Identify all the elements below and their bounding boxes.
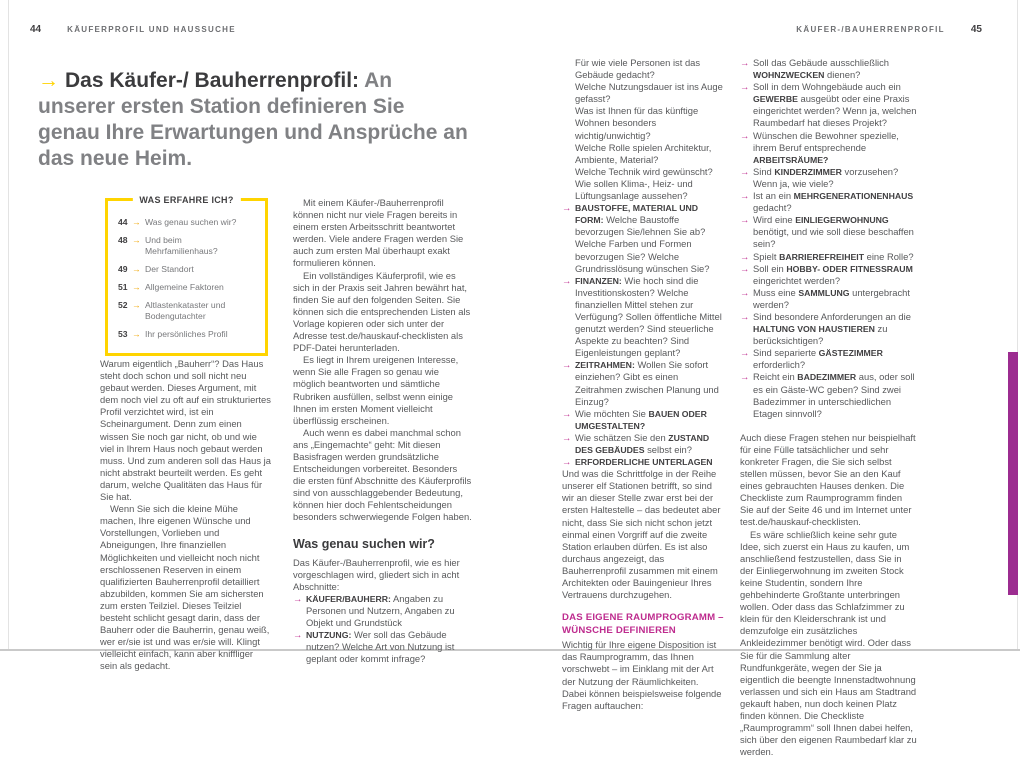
list-item-text: Ist an ein MEHRGENERATIONENHAUS gedacht? [753,190,914,214]
arrow-icon: → [740,250,750,262]
arrow-icon: → [293,629,303,641]
list-item [740,371,917,419]
list-item-text: Wünschen die Bewohner spezielle, ihrem Beruf entsprechende ARBEITSRÄUME? [753,129,899,165]
page44-column1 [100,358,272,672]
list-item-text: Welche Rolle spielen Architektur, Ambiente, Material? [575,141,712,165]
subsection-heading: DAS EIGENE RAUMPROGRAMM – WÜNSCHE DEFINIEREN [562,612,724,636]
list-item [740,57,917,81]
running-head-left [30,24,236,35]
arrow-icon: → [562,407,572,419]
arrow-icon: → [562,456,572,468]
info-box-item [118,235,255,257]
arrow-icon: → [740,190,750,202]
list-item [740,287,917,311]
arrow-icon: → [740,129,750,141]
list-item [562,105,725,141]
list-item [562,456,725,468]
paragraph: Warum eigentlich „Bauherr“? Das Haus steht doch schon und soll nicht neu gebaut werden. Dieses Argument, mit dem noch viel zu oft auf ein strukturiertes Profil verzichtet wird, ist ein Scheinargument. Denn zum einen wissen Sie noch gar nicht, ob und wie viel in Ihrem Haus noch gebaut werden muss. Und zum anderen soll das Haus ja nicht abstrakt beurteilt werden. Es geht darum, welche Qualitäten das Haus für Sie hat. [100,358,271,503]
arrow-icon: → [132,329,141,339]
arrow-icon: → [740,262,750,274]
info-box-item [118,282,255,293]
arrow-icon: → [562,431,572,443]
list-item-text: Sind separierte GÄSTEZIMMER erforderlich? [753,347,883,371]
list-item-text: ERFORDERLICHE UNTERLAGEN [575,457,713,468]
list-item [562,202,725,275]
info-box-item-page: 53 [118,329,128,339]
page44-column1-paragraphs [100,358,272,672]
arrow-icon: → [562,202,572,214]
title-arrow-icon: → [38,69,57,93]
info-box-list [118,217,255,340]
info-box-item-label: Ihr persönliches Profil [145,329,228,339]
info-box-item-label: Was genau suchen wir? [145,217,237,227]
page44-column2-paragraphs [293,197,472,524]
arrow-icon: → [132,264,141,274]
page44-column2 [293,197,472,665]
paragraph: Es liegt in Ihrem ureigenen Interesse, wenn Sie alle Fragen so genau wie möglich beantworten und sämtliche Rubriken ausfüllen, selbst wenn einige Ihnen im ersten Moment vielleicht überflüssig erscheinen. [293,354,459,426]
raumprogramm-intro: Wichtig für Ihre eigene Disposition ist das Raumprogramm, das Ihnen vorschwebt – im Einklang mit der Art der Nutzung der Räumlichkeiten. Dabei können beispielsweise folgende Fragen auftauchen: [562,639,722,711]
arrow-icon: → [740,286,750,298]
info-box-title: WAS ERFAHRE ICH? [132,194,240,207]
info-box-item-page: 48 [118,235,128,245]
list-item [740,166,917,190]
paragraph: Ein vollständiges Käuferprofil, wie es sich in der Praxis seit Jahren bewährt hat, finden Sie auf den folgenden Seiten. Sie können sich die entsprechenden Listen als Vorlage kopieren oder sich unter der Adresse test.de/hauskauf-checklisten als PDF-Datei herunterladen. [293,269,471,354]
list-item [740,214,917,250]
info-box-item-label: Und beim Mehrfamilienhaus? [145,235,218,256]
page45-column2 [740,57,917,758]
paragraph: Auch wenn es dabei manchmal schon ans „Eingemachte“ geht: Mit diesen Basisfragen werden grundsätzliche Entscheidungen vorbereitet. Besonders die ersten fünf Abschnitte des Käuferprofils sind von ausschlaggebender Bedeutung, können hier doch Fehlentscheidungen besonders schwerwiegende Folgen haben. [293,426,472,523]
list-item [562,166,725,178]
info-box-item-page: 44 [118,217,128,227]
page-edge-left [8,0,9,650]
list-item-text: Wird eine EINLIEGERWOHNUNG benötigt, und wie soll diese beschaffen sein? [753,214,914,250]
arrow-icon: → [132,217,141,227]
list-item [562,142,725,166]
arrow-icon: → [740,57,750,68]
list-item-text: Für wie viele Personen ist das Gebäude gedacht? [575,57,701,81]
arrow-icon: → [740,310,750,322]
list-item-text: Wie sollen Klima-, Heiz- und Lüftungsanlage aussehen? [575,177,693,202]
page-number-right: 45 [970,24,982,35]
paragraph: Auch diese Fragen stehen nur beispielhaft für eine Fülle tatsächlicher und sehr konkreter Fragen, die Sie sich selbst stellen müssen, bevor Sie an den Kauf eines gebrauchten Hauses denken. Die Checkliste zum Raumprogramm finden Sie auf der Seite 46 und im Internet unter test.de/hauskauf-checklisten. [740,431,916,528]
info-box-item-page: 52 [118,300,128,310]
info-box-item-label: Allgemeine Faktoren [145,282,224,292]
list-item [562,432,725,456]
info-box-item [118,300,255,322]
arrow-icon: → [740,165,750,177]
info-box-item [118,329,255,340]
profile-sections-list [293,593,472,666]
section-heading: Was genau suchen wir? [293,536,435,551]
page45-column1 [562,57,725,712]
list-item-text: Welche Technik wird gewünscht? [575,165,713,177]
list-item-text: Soll das Gebäude ausschließlich WOHNZWECKEN dienen? [753,57,890,81]
list-item [293,593,472,629]
arrow-icon: → [740,81,750,93]
list-item [562,359,725,407]
page-number-left: 44 [30,24,42,35]
list-item [293,629,472,665]
list-item [740,311,917,347]
list-item-text: KÄUFER/BAUHERR: Angaben zu Personen und Nutzern, Angaben zu Objekt und Grundstück [306,592,455,628]
running-title-left: KÄUFERPROFIL UND HAUSSUCHE [67,25,236,34]
list-item [562,408,725,432]
arrow-icon: → [740,371,750,383]
running-title-right: KÄUFER-/BAUHERRENPROFIL [796,25,945,34]
info-box-item-label: Der Standort [145,264,194,274]
list-item [740,81,917,129]
list-item [562,81,725,105]
info-box [105,195,268,356]
arrow-icon: → [740,214,750,226]
list-item [562,57,725,81]
list-item-text: Wie schätzen Sie den ZUSTAND DES GEBÄUDES selbst ein? [575,431,710,455]
list-item-text: Welche Nutzungsdauer ist ins Auge gefasst? [575,81,723,105]
list-item-text: Sind besondere Anforderungen an die HALTUNG VON HAUSTIEREN zu berücksichtigen? [753,310,911,347]
list-item [740,190,917,214]
list-item [562,178,725,202]
list-item-text: Wie möchten Sie BAUEN ODER UMGESTALTEN? [575,407,707,431]
chapter-title [38,68,468,172]
list-item [562,275,725,360]
running-head-right [796,24,982,35]
arrow-icon: → [740,347,750,359]
list-item-text: FINANZEN: Wie hoch sind die Investitionskosten? Welche finanziellen Mittel stehen zur Verfügung? Sollen öffentliche Mittel genutzt werden? Sind steuerliche Aspekte zu beachten? Sind Eigenleistungen geplant? [575,274,722,359]
list-item [740,347,917,371]
list-item-text: Reicht ein BADEZIMMER aus, oder soll es ein Gäste-WC geben? Sind zwei Badezimmer in unterschiedlichen Etagen sinnvoll? [753,371,915,419]
list-item-text: ZEITRAHMEN: Wollen Sie sofort einziehen? Gibt es einen Zeitrahmen zwischen Planung und Einzug? [575,359,719,407]
info-box-item-page: 49 [118,264,128,274]
chapter-title-bold: Das Käufer-/ Bauherrenprofil: [65,69,360,93]
list-item-text: Muss eine SAMMLUNG untergebracht werden? [753,286,910,310]
arrow-icon: → [132,300,141,310]
info-box-item-label: Altlastenkataster und Bodengutachter [145,300,226,321]
profile-questions-list-1 [562,57,725,468]
arrow-icon: → [293,592,303,604]
arrow-icon: → [562,274,572,286]
paragraph: Wenn Sie sich die kleine Mühe machen, Ihre eigenen Wünsche und Vorstellungen, Vorlieben und Abneigungen, Ihre finanziellen Möglichkeiten und vielleicht noch nicht erschlossenen Reserven in einem qualifizierten Bauherrenprofil detailliert abzubilden, kommen Sie am sichersten zum ersten Teilziel. Dieses Teilziel besteht schlicht gesagt darin, dass der Bauherr oder die Bauherrin, genau weiß, wer er/sie ist und was er/sie will. Klingt vielleicht einfach, kann aber kniffliger sein als gedacht. [100,503,270,672]
list-item-text: NUTZUNG: Wer soll das Gebäude nutzen? Welche Art von Nutzung ist geplant oder kommt infrage? [306,629,455,665]
list-item [740,130,917,166]
list-item-text: Soll in dem Wohngebäude auch ein GEWERBE ausgeübt oder eine Praxis eingerichtet werden? Wenn ja, welchen Raumbedarf hat dieses Projekt? [753,81,917,129]
arrow-icon: → [132,282,141,292]
arrow-icon: → [562,359,572,371]
paragraph: Mit einem Käufer-/Bauherrenprofil können nicht nur viele Fragen bereits in einem ersten Arbeitsschritt beantwortet werden. Viele andere Fragen werden Sie auch zum ersten Mal überhaupt exakt formulieren können. [293,197,464,269]
list-item [740,263,917,287]
room-questions-list [740,57,917,420]
chapter-title-rest: An unserer ersten Station definieren Sie genau Ihre Erwartungen und Ansprüche an das neue Heim. [38,69,468,171]
list-item-text: Was ist Ihnen für das künftige Wohnen besonders wichtig/unwichtig? [575,105,699,141]
list-item-text: Sind KINDERZIMMER vorzusehen? Wenn ja, wie viele? [753,165,899,189]
list-item-text: BAUSTOFFE, MATERIAL UND FORM: Welche Baustoffe bevorzugen Sie/lehnen Sie ab? Welche Farben und Formen bevorzugen Sie? Welche Grundrisslösung wünschen Sie? [575,203,710,274]
info-box-item [118,217,255,228]
stations-paragraph: Und was die Schrittfolge in der Reihe unserer elf Stationen betrifft, so sind wir an dieser Stelle zwar erst bei der ersten Haltestelle – das bedeutet aber nicht, dass Sie sich nicht schon jetzt einmal einen Vorgriff auf die zweite Station erlauben dürfen. Es ist also durchaus angezeigt, das Bauherrenprofil zusammen mit einem Architekten oder Bauingenieur Ihres Vertrauens durchzugehen. [562,468,721,601]
arrow-icon: → [132,235,141,245]
list-item-text: Spielt BARRIEREFREIHEIT eine Rolle? [753,250,914,262]
section-intro: Das Käufer-/Bauherrenprofil, wie es hier vorgeschlagen wird, gliedert sich in acht Abschnitte: [293,556,460,592]
paragraph: Es wäre schließlich keine sehr gute Idee, sich zuerst ein Haus zu kaufen, um anschließend festzustellen, dass Sie in der Einliegerwohnung im zweiten Stock keine Studentin, sondern Ihre gehbehinderte Großtante unterbringen wollen. Oder dass das Schlafzimmer zu klein für den Kleiderschrank ist und demzufolge ein zusätzliches Ankleidezimmer benötigt wird. Oder dass Sie für die Sammlung alter Rundfunkgeräte, wegen der Sie ja eigentlich die beengte Innenstadtwohnung verlassen und sich ein Haus am Stadtrand gekauft haben, nun doch keinen Platz finden können. Die Checkliste „Raumprogramm“ soll Ihnen dabei helfen, sich über den eigenen Raumbedarf klar zu werden. [740,528,917,758]
list-item [740,251,917,263]
info-box-item-page: 51 [118,282,128,292]
list-item-text: Soll ein HOBBY- ODER FITNESSRAUM eingerichtet werden? [753,262,913,286]
page45-column2-paragraphs [740,432,917,758]
info-box-item [118,264,255,275]
chapter-marker-bar [1008,352,1018,595]
